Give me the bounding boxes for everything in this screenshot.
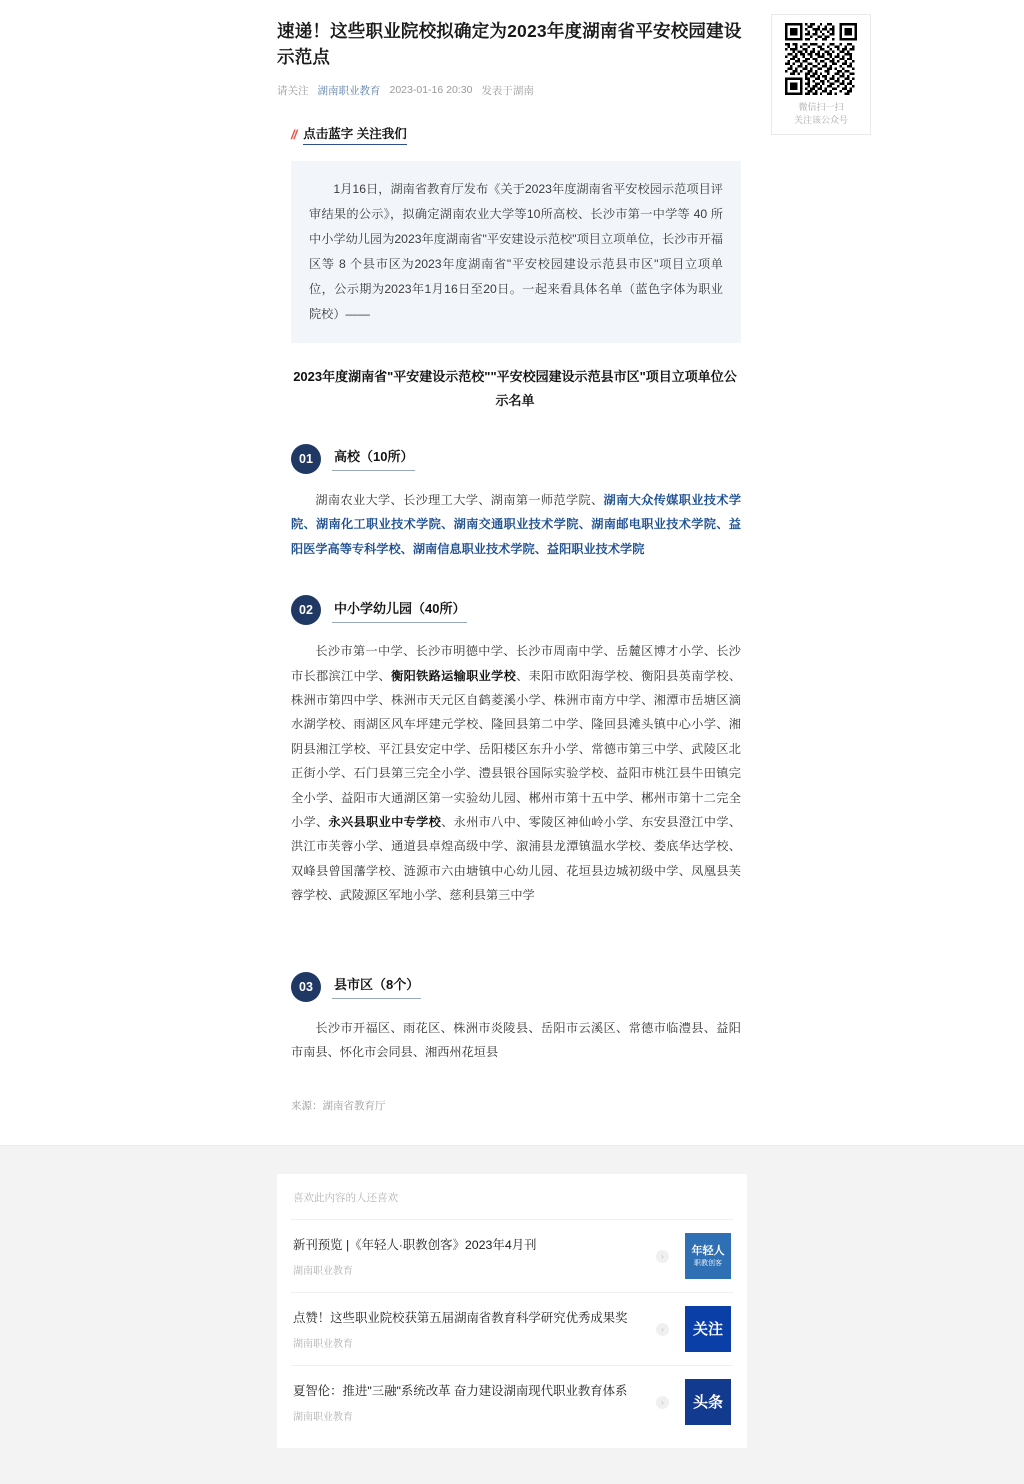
recommendation-account: 湖南职业教育 xyxy=(293,1338,353,1350)
follow-banner xyxy=(291,124,747,145)
recommendation-thumbnail xyxy=(685,1306,731,1352)
recommendations-card xyxy=(277,1174,747,1448)
section-body-02: 长沙市第一中学、长沙市明德中学、长沙市周南中学、岳麓区博才小学、长沙市长郡滨江中学、衡阳铁路运输职业学校、耒阳市欧阳海学校、衡阳县英南学校、株洲市第四中学、株洲市天元区自鹤菱溪小学、株洲市南方中学、湘潭市岳塘区滴水湖学校、雨湖区风车坪建元学校、隆回县第二中学、隆回县滩头镇中心小学、湘阴县湘江学校、平江县安定中学、岳阳楼区东升小学、常德市第三中学、武陵区北正街小学、石门县第三完全小学、澧县银谷国际实验学校、益阳市桃江县牛田镇完全小学、益阳市大通湖区第一实验幼儿园、郴州市第十五中学、郴州市第十二完全小学、永兴县职业中专学校、永州市八中、零陵区神仙岭小学、东安县澄江中学、洪江市芙蓉小学、通道县卓煌高级中学、溆浦县龙潭镇温水学校、娄底华达学校、双峰县曾国藩学校、涟源市六由塘镇中心幼儿园、花垣县边城初级中学、凤凰县芙蓉学校、武陵源区军地小学、慈利县第三中学 xyxy=(291,644,742,903)
page-title: 速递！这些职业院校拟确定为2023年度湖南省平安校园建设示范点 xyxy=(277,21,742,68)
qr-caption-line1: 微信扫一扫 xyxy=(798,102,844,112)
recommendation-title: 点赞！这些职业院校获第五届湖南省教育科学研究优秀成果奖 xyxy=(293,1311,628,1326)
article-source: 来源：湖南省教育厅 xyxy=(291,1100,386,1113)
article-meta xyxy=(277,83,747,98)
chevron-right-icon[interactable]: › xyxy=(656,1396,669,1409)
recommendation-account: 湖南职业教育 xyxy=(293,1411,353,1423)
section-label: 县市区（8个） xyxy=(332,974,421,999)
slash-decoration-icon: // xyxy=(291,126,297,142)
section-number-badge: 03 xyxy=(291,972,321,1002)
publish-location: 发表于湖南 xyxy=(481,84,534,97)
thumbnail-text-line2: 职教创客 xyxy=(694,1259,722,1267)
thumbnail-text-line1: 关注 xyxy=(692,1320,723,1338)
section-body-03: 长沙市开福区、雨花区、株洲市炎陵县、岳阳市云溪区、常德市临澧县、益阳市南县、怀化市会同县、湘西州花垣县 xyxy=(291,1020,741,1060)
list-item[interactable] xyxy=(291,1292,733,1365)
recommendations-header: 喜欢此内容的人还喜欢 xyxy=(293,1192,398,1205)
wechat-qr-card[interactable] xyxy=(771,14,871,135)
section-body-01: 湖南农业大学、长沙理工大学、湖南第一师范学院、湖南大众传媒职业技术学院、湖南化工职业技术学院、湖南交通职业技术学院、湖南邮电职业技术学院、益阳医学高等专科学校、湖南信息职业技术学院、益阳职业技术学院 xyxy=(291,492,742,556)
chevron-right-icon[interactable]: › xyxy=(656,1323,669,1336)
recommendation-thumbnail xyxy=(685,1233,731,1279)
publish-datetime: 2023-01-16 20:30 xyxy=(389,84,473,96)
section-label: 高校（10所） xyxy=(332,446,415,471)
list-heading: 2023年度湖南省"平安建设示范校""平安校园建设示范县市区"项目立项单位公示名单 xyxy=(293,368,737,409)
recommendation-title: 新刊预览 |《年轻人·职教创客》2023年4月刊 xyxy=(293,1238,537,1253)
qr-code-icon xyxy=(785,23,857,95)
section-header-01 xyxy=(291,444,747,474)
recommendation-title: 夏智伦：推进"三融"系统改革 奋力建设湖南现代职业教育体系 xyxy=(293,1384,628,1399)
qr-caption-line2: 关注该公众号 xyxy=(793,115,848,126)
follow-banner-text: 点击蓝字 关注我们 xyxy=(303,124,406,145)
section-header-02 xyxy=(291,595,747,625)
recommendation-thumbnail xyxy=(685,1379,731,1425)
lead-paragraph-box xyxy=(291,161,741,343)
lead-paragraph: 1月16日，湖南省教育厅发布《关于2023年度湖南省平安校园示范项目评审结果的公示》，拟确定湖南农业大学等10所高校、长沙市第一中学等 40 所中小学幼儿园为2023年度湖南省"平安建设示范校"项目立项单位，长沙市开福区等 8 个县市区为2023年度湖南省"平安校园建设示范县市区"项目立项单位，公示期为2023年1月16日至20日。一起来看具体名单（蓝色字体为职业院校）—— xyxy=(309,181,723,321)
section-number-badge: 02 xyxy=(291,595,321,625)
list-item[interactable] xyxy=(291,1219,733,1292)
account-link[interactable]: 湖南职业教育 xyxy=(317,84,381,97)
section-number-badge: 01 xyxy=(291,444,321,474)
recommendations-section xyxy=(0,1145,1024,1484)
list-item[interactable] xyxy=(291,1365,733,1438)
thumbnail-text-line1: 年轻人 xyxy=(691,1245,725,1258)
recommendation-account: 湖南职业教育 xyxy=(293,1265,353,1277)
section-label: 中小学幼儿园（40所） xyxy=(332,598,467,623)
chevron-right-icon[interactable]: › xyxy=(656,1250,669,1263)
thumbnail-text-line1: 头条 xyxy=(692,1393,723,1411)
follow-prompt: 请关注 xyxy=(277,84,309,97)
section-header-03 xyxy=(291,972,747,1002)
article-container xyxy=(277,0,747,1113)
